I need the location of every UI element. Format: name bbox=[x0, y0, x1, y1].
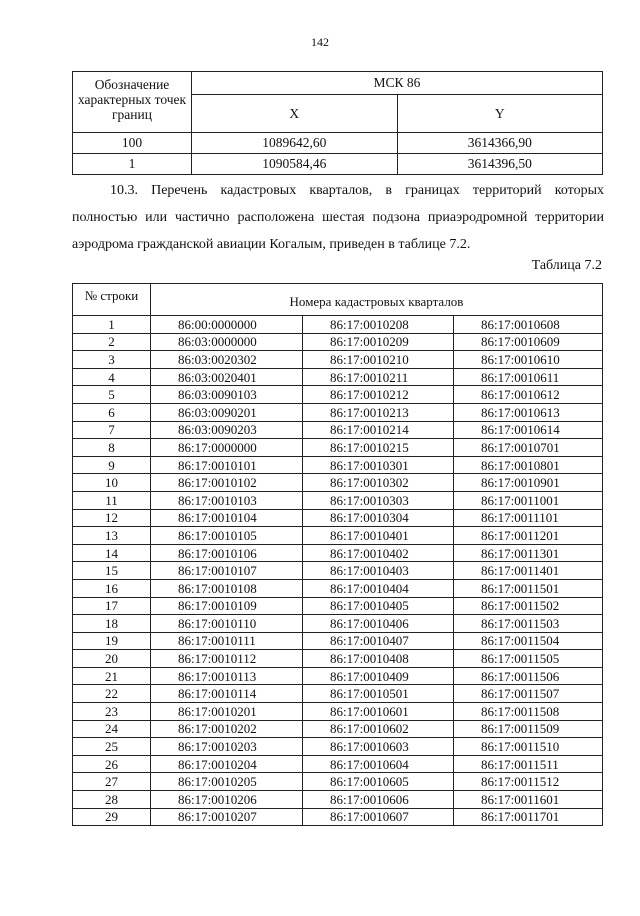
cadastral-block-cell: 86:17:0010108 bbox=[151, 579, 303, 597]
table-row bbox=[73, 421, 603, 439]
table-row bbox=[73, 439, 603, 457]
cadastral-block-cell: 86:17:0010604 bbox=[303, 755, 454, 773]
row-number-cell: 4 bbox=[73, 368, 151, 386]
table-row bbox=[73, 562, 603, 580]
row-number-cell: 7 bbox=[73, 421, 151, 439]
section-paragraph: 10.3. Перечень кадастровых кварталов, в границах территорий которых полностью или частично расположена шестая подзона приаэродромной территории аэродрома гражданской авиации Когалым, приведен в таблице 7.2. bbox=[72, 183, 604, 252]
cadastral-block-cell: 86:17:0010301 bbox=[303, 456, 454, 474]
row-number-cell: 29 bbox=[73, 808, 151, 826]
row-number-cell: 3 bbox=[73, 351, 151, 369]
cadastral-block-cell: 86:03:0090203 bbox=[151, 421, 303, 439]
table-row bbox=[73, 755, 603, 773]
cadastral-block-cell: 86:17:0011201 bbox=[454, 527, 603, 545]
cadastral-block-cell: 86:17:0010614 bbox=[454, 421, 603, 439]
row-number-cell: 5 bbox=[73, 386, 151, 404]
table-row bbox=[73, 509, 603, 527]
cadastral-block-cell: 86:03:0020302 bbox=[151, 351, 303, 369]
row-number-cell: 21 bbox=[73, 667, 151, 685]
table-row bbox=[73, 386, 603, 404]
cadastral-block-cell: 86:17:0010107 bbox=[151, 562, 303, 580]
row-number-header: № строки bbox=[73, 284, 151, 316]
row-number-cell: 28 bbox=[73, 791, 151, 809]
row-number-cell: 11 bbox=[73, 491, 151, 509]
x-value-cell: 1090584,46 bbox=[192, 154, 398, 175]
table-row bbox=[73, 597, 603, 615]
cadastral-block-cell: 86:17:0010214 bbox=[303, 421, 454, 439]
row-number-cell: 15 bbox=[73, 562, 151, 580]
x-column-header: X bbox=[192, 95, 398, 133]
cadastral-block-cell: 86:17:0010901 bbox=[454, 474, 603, 492]
cadastral-block-cell: 86:17:0010209 bbox=[303, 333, 454, 351]
table-row bbox=[73, 474, 603, 492]
cadastral-block-cell: 86:17:0010215 bbox=[303, 439, 454, 457]
cadastral-blocks-header: Номера кадастровых кварталов bbox=[151, 284, 603, 316]
cadastral-block-cell: 86:17:0010611 bbox=[454, 368, 603, 386]
row-number-cell: 23 bbox=[73, 703, 151, 721]
table-caption: Таблица 7.2 bbox=[531, 258, 602, 273]
cadastral-block-cell: 86:17:0010403 bbox=[303, 562, 454, 580]
cadastral-block-cell: 86:17:0010610 bbox=[454, 351, 603, 369]
cadastral-block-cell: 86:17:0010207 bbox=[151, 808, 303, 826]
cadastral-block-cell: 86:17:0010406 bbox=[303, 615, 454, 633]
cadastral-block-cell: 86:17:0011601 bbox=[454, 791, 603, 809]
y-value-cell: 3614366,90 bbox=[397, 133, 603, 154]
cadastral-block-cell: 86:17:0010405 bbox=[303, 597, 454, 615]
cadastral-block-cell: 86:03:0000000 bbox=[151, 333, 303, 351]
cadastral-block-cell: 86:17:0011401 bbox=[454, 562, 603, 580]
cadastral-block-cell: 86:17:0010303 bbox=[303, 491, 454, 509]
coordinate-system-header: МСК 86 bbox=[192, 72, 603, 95]
cadastral-block-cell: 86:17:0011501 bbox=[454, 579, 603, 597]
cadastral-block-cell: 86:17:0011506 bbox=[454, 667, 603, 685]
cadastral-block-cell: 86:17:0011502 bbox=[454, 597, 603, 615]
row-number-cell: 14 bbox=[73, 544, 151, 562]
table-row bbox=[73, 368, 603, 386]
cadastral-block-cell: 86:17:0010213 bbox=[303, 403, 454, 421]
table-row bbox=[73, 667, 603, 685]
cadastral-block-cell: 86:17:0000000 bbox=[151, 439, 303, 457]
table-row bbox=[73, 738, 603, 756]
cadastral-block-cell: 86:17:0011101 bbox=[454, 509, 603, 527]
cadastral-block-cell: 86:17:0010801 bbox=[454, 456, 603, 474]
cadastral-block-cell: 86:17:0010202 bbox=[151, 720, 303, 738]
point-id-cell: 100 bbox=[73, 133, 192, 154]
cadastral-block-cell: 86:17:0010105 bbox=[151, 527, 303, 545]
cadastral-block-cell: 86:17:0010114 bbox=[151, 685, 303, 703]
table-row bbox=[73, 579, 603, 597]
table-row bbox=[73, 808, 603, 826]
cadastral-block-cell: 86:17:0010612 bbox=[454, 386, 603, 404]
y-value-cell: 3614396,50 bbox=[397, 154, 603, 175]
row-number-cell: 18 bbox=[73, 615, 151, 633]
table-row bbox=[73, 351, 603, 369]
page-number: 142 bbox=[311, 35, 329, 49]
cadastral-block-cell: 86:03:0090103 bbox=[151, 386, 303, 404]
cadastral-block-cell: 86:17:0010401 bbox=[303, 527, 454, 545]
table-row bbox=[73, 403, 603, 421]
row-number-cell: 2 bbox=[73, 333, 151, 351]
cadastral-block-cell: 86:17:0010407 bbox=[303, 632, 454, 650]
cadastral-block-cell: 86:17:0011511 bbox=[454, 755, 603, 773]
coords-row bbox=[73, 154, 603, 175]
row-number-cell: 19 bbox=[73, 632, 151, 650]
row-number-cell: 17 bbox=[73, 597, 151, 615]
table-row bbox=[73, 544, 603, 562]
cadastral-block-cell: 86:17:0010603 bbox=[303, 738, 454, 756]
row-number-cell: 8 bbox=[73, 439, 151, 457]
row-number-cell: 12 bbox=[73, 509, 151, 527]
cadastral-block-cell: 86:17:0011512 bbox=[454, 773, 603, 791]
cadastral-block-cell: 86:17:0011301 bbox=[454, 544, 603, 562]
cadastral-block-cell: 86:17:0010302 bbox=[303, 474, 454, 492]
cadastral-block-cell: 86:17:0011503 bbox=[454, 615, 603, 633]
row-number-cell: 6 bbox=[73, 403, 151, 421]
cadastral-blocks-table bbox=[72, 283, 603, 826]
row-number-cell: 13 bbox=[73, 527, 151, 545]
table-row bbox=[73, 685, 603, 703]
row-number-cell: 20 bbox=[73, 650, 151, 668]
x-value-cell: 1089642,60 bbox=[192, 133, 398, 154]
table-row bbox=[73, 791, 603, 809]
cadastral-block-cell: 86:17:0010609 bbox=[454, 333, 603, 351]
table-row bbox=[73, 316, 603, 334]
cadastral-block-cell: 86:17:0011701 bbox=[454, 808, 603, 826]
cadastral-block-cell: 86:00:0000000 bbox=[151, 316, 303, 334]
cadastral-block-cell: 86:17:0011001 bbox=[454, 491, 603, 509]
cadastral-block-cell: 86:17:0010206 bbox=[151, 791, 303, 809]
cadastral-block-cell: 86:17:0011507 bbox=[454, 685, 603, 703]
y-column-header: Y bbox=[397, 95, 603, 133]
table-row bbox=[73, 615, 603, 633]
cadastral-block-cell: 86:17:0010204 bbox=[151, 755, 303, 773]
cadastral-block-cell: 86:17:0010701 bbox=[454, 439, 603, 457]
cadastral-block-cell: 86:17:0010110 bbox=[151, 615, 303, 633]
cadastral-block-cell: 86:17:0010113 bbox=[151, 667, 303, 685]
table-row bbox=[73, 333, 603, 351]
cadastral-block-cell: 86:17:0010304 bbox=[303, 509, 454, 527]
cadastral-block-cell: 86:17:0010208 bbox=[303, 316, 454, 334]
row-number-cell: 16 bbox=[73, 579, 151, 597]
table-row bbox=[73, 720, 603, 738]
boundary-points-header: Обозначение характерных точек границ bbox=[73, 72, 192, 133]
row-number-cell: 27 bbox=[73, 773, 151, 791]
coords-row bbox=[73, 133, 603, 154]
cadastral-block-cell: 86:17:0011510 bbox=[454, 738, 603, 756]
row-number-cell: 10 bbox=[73, 474, 151, 492]
cadastral-block-cell: 86:17:0010106 bbox=[151, 544, 303, 562]
row-number-cell: 22 bbox=[73, 685, 151, 703]
cadastral-block-cell: 86:17:0010111 bbox=[151, 632, 303, 650]
cadastral-block-cell: 86:17:0010501 bbox=[303, 685, 454, 703]
table-row bbox=[73, 650, 603, 668]
cadastral-block-cell: 86:17:0010212 bbox=[303, 386, 454, 404]
cadastral-block-cell: 86:17:0010205 bbox=[151, 773, 303, 791]
table-row bbox=[73, 632, 603, 650]
cadastral-block-cell: 86:17:0010210 bbox=[303, 351, 454, 369]
row-number-cell: 24 bbox=[73, 720, 151, 738]
table-row bbox=[73, 773, 603, 791]
cadastral-block-cell: 86:17:0010601 bbox=[303, 703, 454, 721]
table-row bbox=[73, 527, 603, 545]
cadastral-block-cell: 86:17:0011505 bbox=[454, 650, 603, 668]
cadastral-block-cell: 86:17:0010602 bbox=[303, 720, 454, 738]
cadastral-block-cell: 86:17:0010112 bbox=[151, 650, 303, 668]
row-number-cell: 26 bbox=[73, 755, 151, 773]
cadastral-block-cell: 86:17:0011508 bbox=[454, 703, 603, 721]
cadastral-block-cell: 86:17:0010203 bbox=[151, 738, 303, 756]
cadastral-block-cell: 86:17:0010102 bbox=[151, 474, 303, 492]
cadastral-block-cell: 86:03:0090201 bbox=[151, 403, 303, 421]
row-number-cell: 1 bbox=[73, 316, 151, 334]
cadastral-block-cell: 86:17:0010103 bbox=[151, 491, 303, 509]
table-row bbox=[73, 703, 603, 721]
cadastral-block-cell: 86:17:0010201 bbox=[151, 703, 303, 721]
cadastral-block-cell: 86:17:0010211 bbox=[303, 368, 454, 386]
row-number-cell: 9 bbox=[73, 456, 151, 474]
table-row bbox=[73, 491, 603, 509]
coordinates-table bbox=[72, 71, 603, 175]
row-number-cell: 25 bbox=[73, 738, 151, 756]
table-row bbox=[73, 456, 603, 474]
cadastral-block-cell: 86:17:0010402 bbox=[303, 544, 454, 562]
cadastral-block-cell: 86:17:0010408 bbox=[303, 650, 454, 668]
cadastral-block-cell: 86:17:0010409 bbox=[303, 667, 454, 685]
cadastral-block-cell: 86:17:0010104 bbox=[151, 509, 303, 527]
cadastral-block-cell: 86:17:0010607 bbox=[303, 808, 454, 826]
cadastral-block-cell: 86:17:0011509 bbox=[454, 720, 603, 738]
cadastral-block-cell: 86:17:0011504 bbox=[454, 632, 603, 650]
cadastral-block-cell: 86:17:0010606 bbox=[303, 791, 454, 809]
point-id-cell: 1 bbox=[73, 154, 192, 175]
cadastral-block-cell: 86:17:0010404 bbox=[303, 579, 454, 597]
cadastral-block-cell: 86:17:0010109 bbox=[151, 597, 303, 615]
cadastral-block-cell: 86:17:0010101 bbox=[151, 456, 303, 474]
cadastral-block-cell: 86:17:0010608 bbox=[454, 316, 603, 334]
cadastral-block-cell: 86:17:0010613 bbox=[454, 403, 603, 421]
cadastral-block-cell: 86:17:0010605 bbox=[303, 773, 454, 791]
cadastral-block-cell: 86:03:0020401 bbox=[151, 368, 303, 386]
